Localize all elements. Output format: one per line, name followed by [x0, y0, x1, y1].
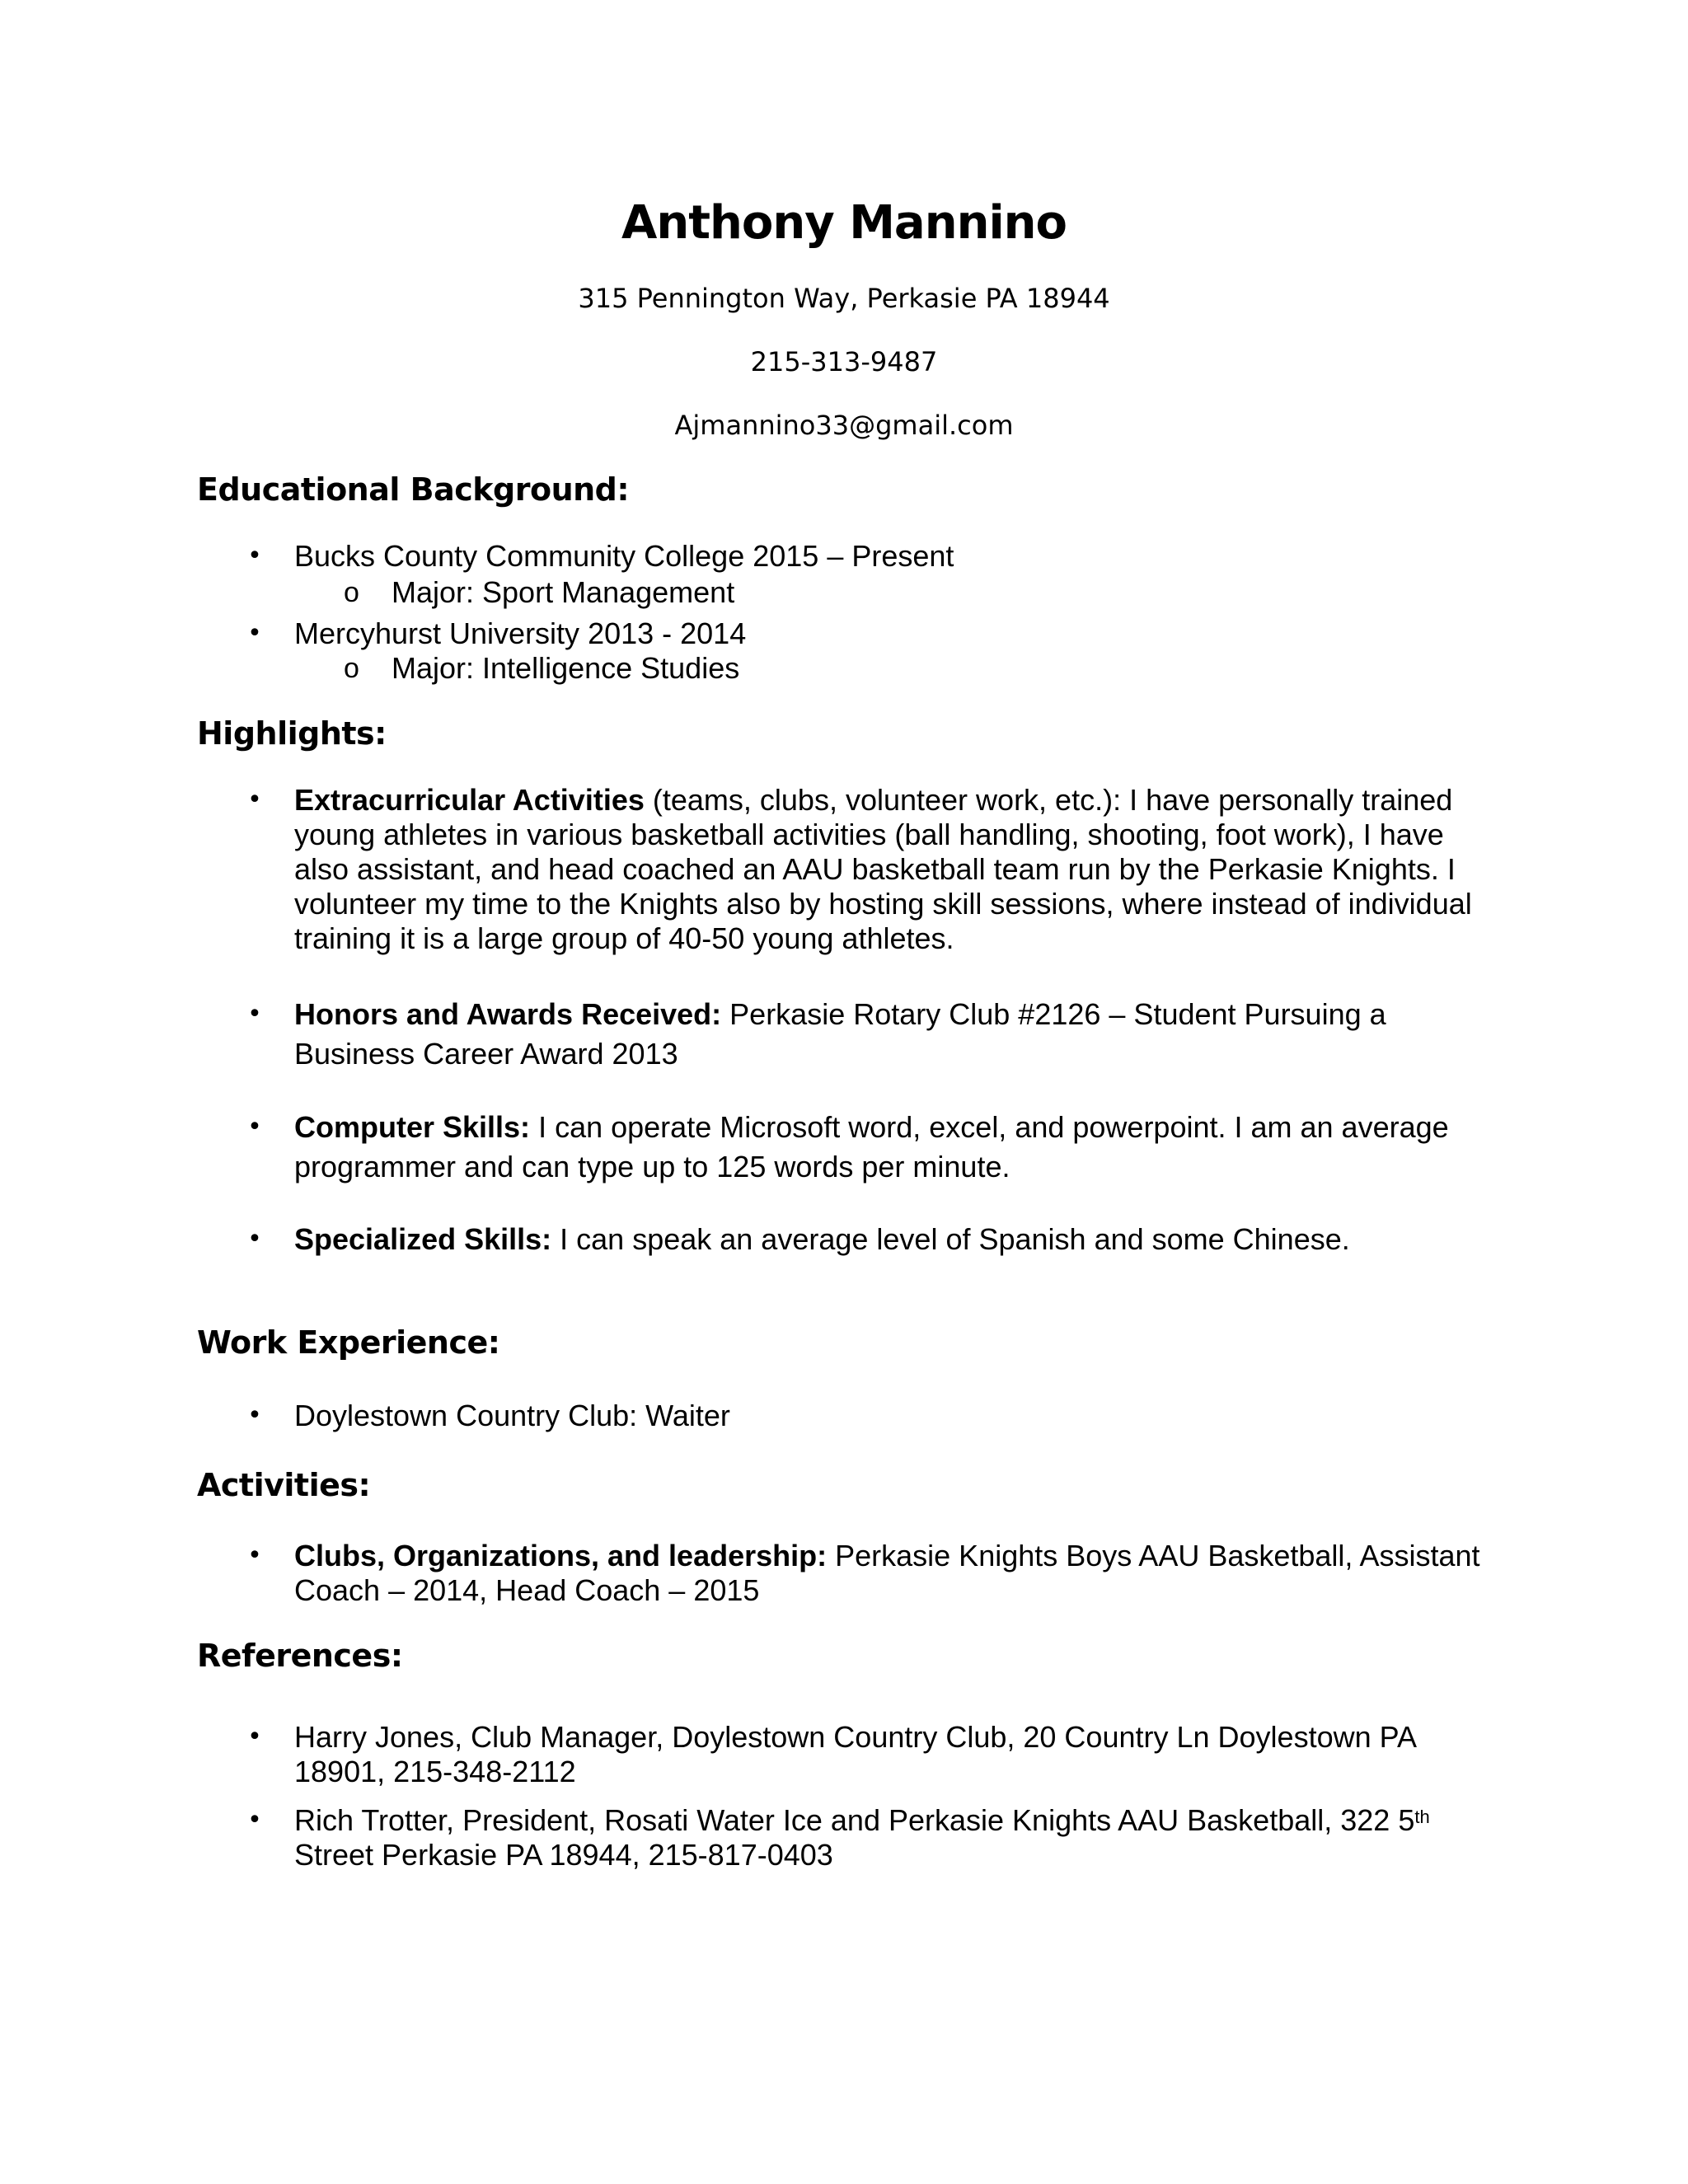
education-item — [247, 616, 1481, 651]
education-school: Bucks County Community College 2015 – Present — [294, 539, 954, 573]
bullet-icon: • — [247, 1225, 262, 1254]
work-text: Doylestown Country Club: Waiter — [294, 1399, 730, 1432]
activities-heading: Activities: — [197, 1467, 371, 1503]
references-heading: References: — [197, 1638, 403, 1674]
major-text: Major: Sport Management — [392, 575, 735, 609]
highlight-label: Honors and Awards Received: — [294, 997, 722, 1031]
highlight-specialized-skills — [247, 1222, 1481, 1257]
highlight-label: Computer Skills: — [294, 1110, 531, 1144]
activities-text: Perkasie Knights Boys AAU Basketball, Assistant Coach – 2014, Head Coach – 2015 — [294, 1539, 1480, 1607]
address: 315 Pennington Way, Perkasie PA 18944 — [578, 283, 1110, 314]
education-item — [247, 539, 1481, 574]
phone-number: 215-313-9487 — [750, 346, 938, 377]
bullet-icon: • — [247, 541, 262, 570]
activities-item — [247, 1539, 1481, 1608]
bullet-icon: • — [247, 619, 262, 648]
activities-label: Clubs, Organizations, and leadership: — [294, 1539, 828, 1572]
work-item — [247, 1399, 1481, 1433]
ordinal-suffix: th — [1414, 1807, 1430, 1827]
reference-text-cont: Street Perkasie PA 18944, 215-817-0403 — [294, 1838, 833, 1872]
highlight-text: (teams, clubs, volunteer work, etc.): I have personally trained young athletes in various basketball activities (ball handling, shooting, foot work), I have also assistant, and head coached an AAU basketball team run by the Perkasie Knights. I volunteer my time to the Knights also by hosting skill sessions, where instead of individual training it is a large group of 40-50 young athletes. — [294, 783, 1472, 955]
highlight-label: Extracurricular Activities — [294, 783, 645, 817]
education-major — [344, 575, 735, 610]
sub-bullet-icon: o — [344, 653, 359, 684]
bullet-icon: • — [247, 1722, 262, 1751]
highlight-computer-skills — [247, 1108, 1481, 1187]
bullet-icon: • — [247, 1000, 262, 1029]
highlight-text: I can operate Microsoft word, excel, and powerpoint. I am an average programmer and can type up to 125 words per minute. — [294, 1110, 1449, 1183]
bullet-icon: • — [247, 1541, 262, 1570]
highlight-label: Specialized Skills: — [294, 1222, 552, 1256]
reference-text: Rich Trotter, President, Rosati Water Ice and Perkasie Knights AAU Basketball, 322 5 — [294, 1803, 1415, 1837]
sub-bullet-icon: o — [344, 577, 359, 608]
bullet-icon: • — [247, 1806, 262, 1835]
email-address: Ajmannino33@gmail.com — [674, 410, 1014, 441]
major-text: Major: Intelligence Studies — [392, 651, 740, 685]
reference-item — [247, 1720, 1481, 1789]
reference-item — [247, 1803, 1481, 1872]
work-heading: Work Experience: — [197, 1324, 500, 1361]
highlight-honors — [247, 995, 1481, 1074]
bullet-icon: • — [247, 1113, 262, 1141]
highlight-text: I can speak an average level of Spanish and some Chinese. — [551, 1222, 1350, 1256]
education-major — [344, 651, 740, 686]
education-school: Mercyhurst University 2013 - 2014 — [294, 616, 747, 650]
highlights-heading: Highlights: — [197, 715, 387, 752]
bullet-icon: • — [247, 1401, 262, 1430]
reference-text: Harry Jones, Club Manager, Doylestown Country Club, 20 Country Ln Doylestown PA 18901, 215-348-2112 — [294, 1720, 1415, 1788]
resume-name: Anthony Mannino — [621, 196, 1067, 250]
bullet-icon: • — [247, 785, 262, 814]
highlight-text: Perkasie Rotary Club #2126 – Student Pursuing a Business Career Award 2013 — [294, 997, 1386, 1071]
highlight-extracurricular — [247, 783, 1481, 956]
education-heading: Educational Background: — [197, 471, 630, 508]
